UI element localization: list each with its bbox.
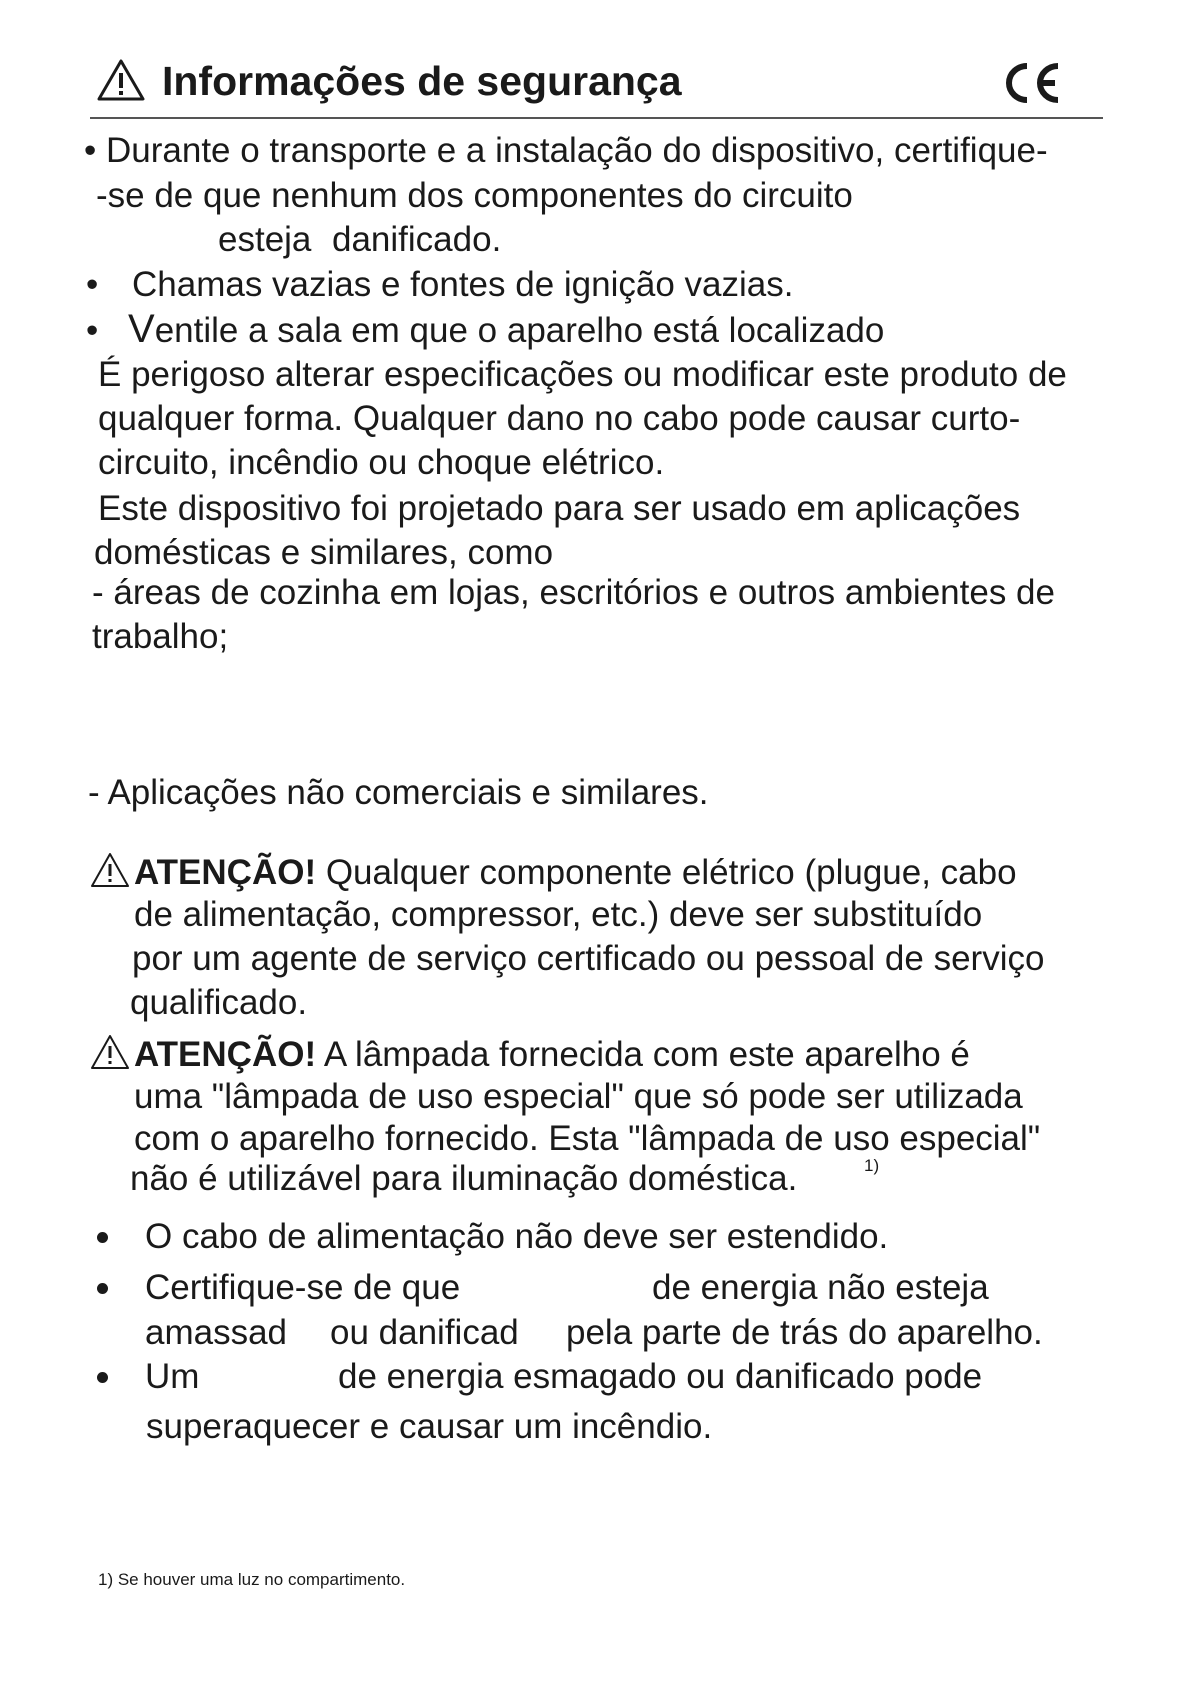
warning-2-heading: ATENÇÃO! [134,1035,317,1074]
footnote-reference: 1) [864,1156,880,1175]
cable-extension-line: O cabo de alimentação não deve ser estendido. [145,1217,889,1256]
bullet-marker: • [86,265,99,304]
warning-1-line-3: por um agente de serviço certificado ou pessoal de serviço [132,939,1045,978]
usage-list-item-1-line-1: - áreas de cozinha em lojas, escritórios e outros ambientes de [92,573,1055,612]
bullet-marker: • [86,311,99,350]
warning-triangle-icon [90,852,130,888]
ce-mark-logo [1000,60,1064,106]
warning-2-text: A lâmpada fornecida com este aparelho é [316,1035,970,1074]
cable-check-line-2c: pela parte de trás do aparelho. [566,1313,1043,1352]
warning-1-heading: ATENÇÃO! [134,853,317,892]
transport-line-1: Durante o transporte e a instalação do dispositivo, certifique- [106,131,1048,170]
bullet-dot [97,1372,108,1383]
danger-para-line-1: É perigoso alterar especificações ou modificar este produto de [98,355,1067,394]
header-divider [90,117,1103,119]
flames-line: Chamas vazias e fontes de ignição vazias. [132,265,794,304]
cable-check-line-1b: de energia não esteja [652,1268,989,1307]
warning-1-text: Qualquer componente elétrico (plugue, cabo [316,853,1017,892]
footnote: 1) Se houver uma luz no compartimento. [98,1570,406,1589]
warning-1-line-2: de alimentação, compressor, etc.) deve ser substituído [134,895,983,934]
usage-para-line-1: Este dispositivo foi projetado para ser usado em aplicações [98,489,1021,528]
transport-line-2: -se de que nenhum dos componentes do circuito [96,176,853,215]
ventilate-rest: entile a sala em que o aparelho está localizado [154,311,885,350]
danger-para-line-2: qualquer forma. Qualquer dano no cabo pode causar curto- [98,399,1021,438]
danger-para-line-3: circuito, incêndio ou choque elétrico. [98,443,665,482]
cable-damage-line-2: superaquecer e causar um incêndio. [146,1407,713,1446]
warning-2-first-line [134,1034,970,1076]
bullet-dot [97,1232,108,1243]
cable-check-line-2a: amassad [145,1313,288,1352]
warning-1-line-4: qualificado. [130,983,308,1022]
transport-line-3b: danificado. [332,220,502,259]
warning-triangle-icon [90,1034,130,1070]
bullet-marker: • [84,131,97,170]
usage-para-line-2: domésticas e similares, como [94,533,554,572]
cable-damage-line-1a: Um [145,1357,200,1396]
usage-list-item-2: - Aplicações não comerciais e similares. [88,773,709,812]
ventilate-initial: V [128,307,155,351]
cable-check-line-2b: ou danificad [330,1313,519,1352]
transport-line-3a: esteja [218,220,312,259]
cable-damage-line-1b: de energia esmagado ou danificado pode [338,1357,983,1396]
warning-2-line-2: uma "lâmpada de uso especial" que só pode ser utilizada [134,1077,1023,1116]
warning-1-first-line [134,852,1017,894]
warning-2-line-3: com o aparelho fornecido. Esta "lâmpada de uso especial" [134,1119,1041,1158]
ventilate-line [128,308,884,352]
warning-triangle-icon [96,58,146,102]
page-title: Informações de segurança [162,58,682,104]
cable-check-line-1a: Certifique-se de que [145,1268,461,1307]
usage-list-item-1-line-2: trabalho; [92,617,229,656]
bullet-dot [97,1283,108,1294]
warning-2-line-4: não é utilizável para iluminação doméstica. [130,1159,798,1198]
